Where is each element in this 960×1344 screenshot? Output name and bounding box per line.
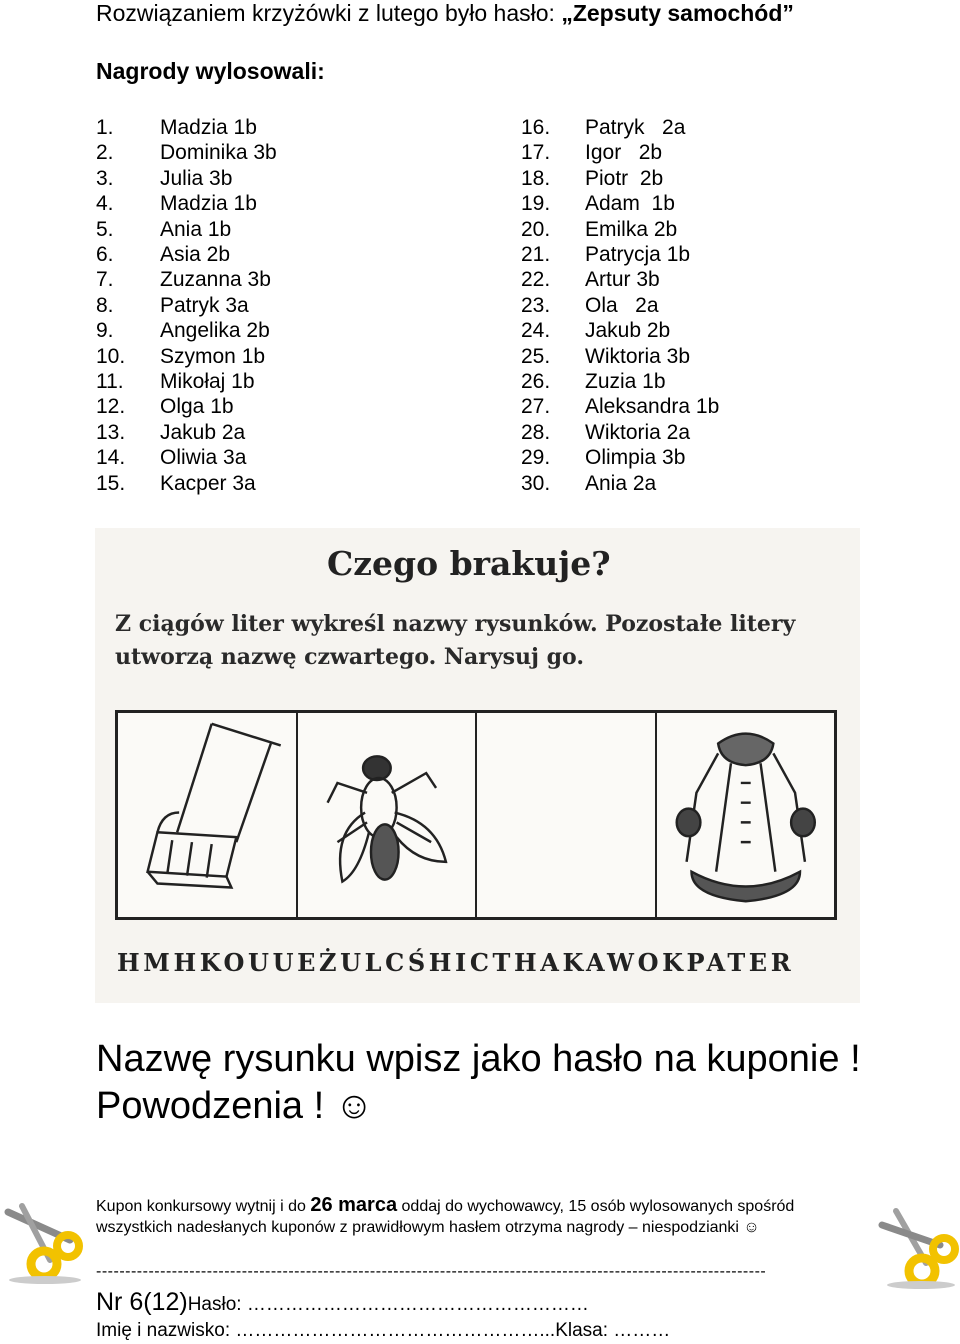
winner-list-item	[521, 267, 719, 292]
winners-list-left	[96, 115, 277, 496]
winner-list-item	[521, 344, 719, 369]
message-line-1: Nazwę rysunku wpisz jako hasło na kuponie !	[96, 1038, 861, 1080]
winner-name: Igor 2b	[585, 141, 663, 165]
winner-number: 23.	[521, 293, 551, 317]
winner-name: Zuzanna 3b	[160, 268, 271, 292]
winner-number: 21.	[521, 243, 551, 267]
winner-list-item	[521, 115, 719, 140]
message-line-2: Powodzenia ! ☺	[96, 1085, 374, 1127]
winner-name: Asia 2b	[160, 243, 231, 267]
winner-name: Oliwia 3a	[160, 446, 247, 470]
winner-name: Aleksandra 1b	[585, 395, 720, 419]
password-field-label: Hasło: ………………………………………………	[187, 1294, 589, 1315]
swing-icon	[118, 713, 296, 917]
winner-list-item	[521, 369, 719, 394]
winner-number: 9.	[96, 319, 114, 343]
winner-list-item	[521, 166, 719, 191]
winner-name: Zuzia 1b	[585, 370, 666, 394]
winner-list-item	[521, 420, 719, 445]
puzzle-title: Czego brakuje?	[327, 544, 611, 583]
winner-list-item	[96, 242, 277, 267]
picture-cell-swing	[118, 713, 298, 917]
coupon-text-after: oddaj do wychowawcy, 15 osób wylosowanych spośród wszystkich nadesłanych kuponów z prawidłowym hasłem otrzyma nagrody – niespodzianki ☺	[96, 1198, 795, 1236]
winner-list-item	[96, 344, 277, 369]
solution-line	[96, 0, 794, 27]
scissors-icon	[0, 1200, 84, 1284]
winner-list-item	[521, 471, 719, 496]
winner-name: Mikołaj 1b	[160, 370, 255, 394]
winner-name: Patrycja 1b	[585, 243, 691, 267]
winner-list-item	[96, 394, 277, 419]
winner-list-item	[96, 217, 277, 242]
issue-number: Nr 6(12)	[96, 1288, 188, 1316]
winner-name: Ania 2a	[585, 471, 657, 495]
picture-cell-fly	[298, 713, 478, 917]
winner-name: Julia 3b	[160, 166, 233, 190]
winner-number: 17.	[521, 141, 551, 165]
winner-number: 26.	[521, 370, 551, 394]
winner-list-item	[521, 445, 719, 470]
winner-list-item	[96, 369, 277, 394]
winner-number: 7.	[96, 268, 114, 292]
winner-name: Piotr 2b	[585, 166, 664, 190]
picture-cell-empty	[477, 713, 657, 917]
winner-number: 16.	[521, 116, 551, 139]
winner-number: 19.	[521, 192, 551, 216]
winner-name: Patryk 3a	[160, 293, 249, 317]
coupon-text-before: Kupon konkursowy wytnij i do	[96, 1198, 311, 1215]
winner-number: 8.	[96, 293, 114, 317]
winner-name: Artur 3b	[585, 268, 660, 292]
winner-list-item	[96, 115, 277, 140]
winner-name: Jakub 2a	[160, 420, 246, 444]
winner-list-item	[96, 140, 277, 165]
winner-list-item	[96, 293, 277, 318]
winner-name: Ania 1b	[160, 217, 232, 241]
scissors-icon	[876, 1205, 960, 1289]
solution-prefix: Rozwiązaniem krzyżówki z lutego było hasło:	[96, 0, 562, 26]
solution-answer: „Zepsuty samochód”	[561, 0, 794, 26]
winner-name: Olga 1b	[160, 395, 234, 419]
winner-list-item	[521, 318, 719, 343]
winner-list-item	[96, 445, 277, 470]
winner-number: 20.	[521, 217, 551, 241]
winner-number: 30.	[521, 471, 551, 495]
winner-number: 13.	[96, 420, 126, 444]
winner-list-item	[96, 420, 277, 445]
winner-number: 3.	[96, 166, 114, 190]
winner-number: 25.	[521, 344, 551, 368]
winner-number: 28.	[521, 420, 551, 444]
winner-number: 12.	[96, 395, 126, 419]
winner-number: 5.	[96, 217, 114, 241]
winner-list-item	[96, 267, 277, 292]
winner-name: Szymon 1b	[160, 344, 266, 368]
winner-number: 10.	[96, 344, 126, 368]
letter-string: HMHKOUUEŻULCŚHICTHAKAWOKPATER	[117, 948, 795, 977]
winner-number: 15.	[96, 471, 126, 495]
winner-list-item	[521, 140, 719, 165]
fur-coat-icon	[657, 713, 835, 917]
puzzle-scan	[95, 528, 860, 1003]
winner-number: 4.	[96, 192, 114, 216]
winner-list-item	[521, 293, 719, 318]
coupon-nr-line	[96, 1288, 589, 1317]
winner-name: Patryk 2a	[585, 116, 686, 139]
winner-list-item	[96, 191, 277, 216]
winner-name: Wiktoria 2a	[585, 420, 691, 444]
winner-number: 14.	[96, 446, 126, 470]
winner-list-item	[521, 394, 719, 419]
coupon-date: 26 marca	[310, 1194, 398, 1216]
winner-number: 18.	[521, 166, 551, 190]
winner-name: Ola 2a	[585, 293, 659, 317]
winner-number: 11.	[96, 370, 124, 394]
winner-name: Angelika 2b	[160, 319, 270, 343]
winner-number: 6.	[96, 243, 114, 267]
coupon-text	[96, 1195, 836, 1238]
winner-name: Jakub 2b	[585, 319, 671, 343]
winner-list-item	[96, 471, 277, 496]
winner-name: Wiktoria 3b	[585, 344, 691, 368]
winner-number: 22.	[521, 268, 551, 292]
winner-list-item	[96, 318, 277, 343]
winner-name: Emilka 2b	[585, 217, 678, 241]
winner-name: Madzia 1b	[160, 192, 257, 216]
winner-number: 29.	[521, 446, 551, 470]
winners-title: Nagrody wylosowali:	[96, 58, 325, 84]
winner-list-item	[96, 166, 277, 191]
winners-list-right	[521, 115, 719, 496]
winner-number: 24.	[521, 319, 551, 343]
winner-name: Madzia 1b	[160, 116, 257, 139]
puzzle-instruction: Z ciągów liter wykreśl nazwy rysunków. Pozostałe litery utworzą nazwę czwartego. Narysuj go.	[115, 611, 796, 670]
winner-number: 1.	[96, 116, 114, 139]
winner-list-item	[521, 217, 719, 242]
winner-name: Adam 1b	[585, 192, 675, 216]
winner-number: 27.	[521, 395, 551, 419]
cut-line: -------------------------------------------------------------------------------------------------------------------	[96, 1263, 767, 1280]
picture-grid	[115, 710, 837, 920]
winner-name: Kacper 3a	[160, 471, 256, 495]
name-class-field-label: Imię i nazwisko: …………………………………………...Klasa: ………	[96, 1320, 671, 1341]
fly-icon	[298, 713, 476, 917]
winner-list-item	[521, 191, 719, 216]
winner-number: 2.	[96, 141, 114, 165]
winner-name: Olimpia 3b	[585, 446, 686, 470]
winner-list-item	[521, 242, 719, 267]
picture-cell-coat	[657, 713, 835, 917]
winner-name: Dominika 3b	[160, 141, 277, 165]
